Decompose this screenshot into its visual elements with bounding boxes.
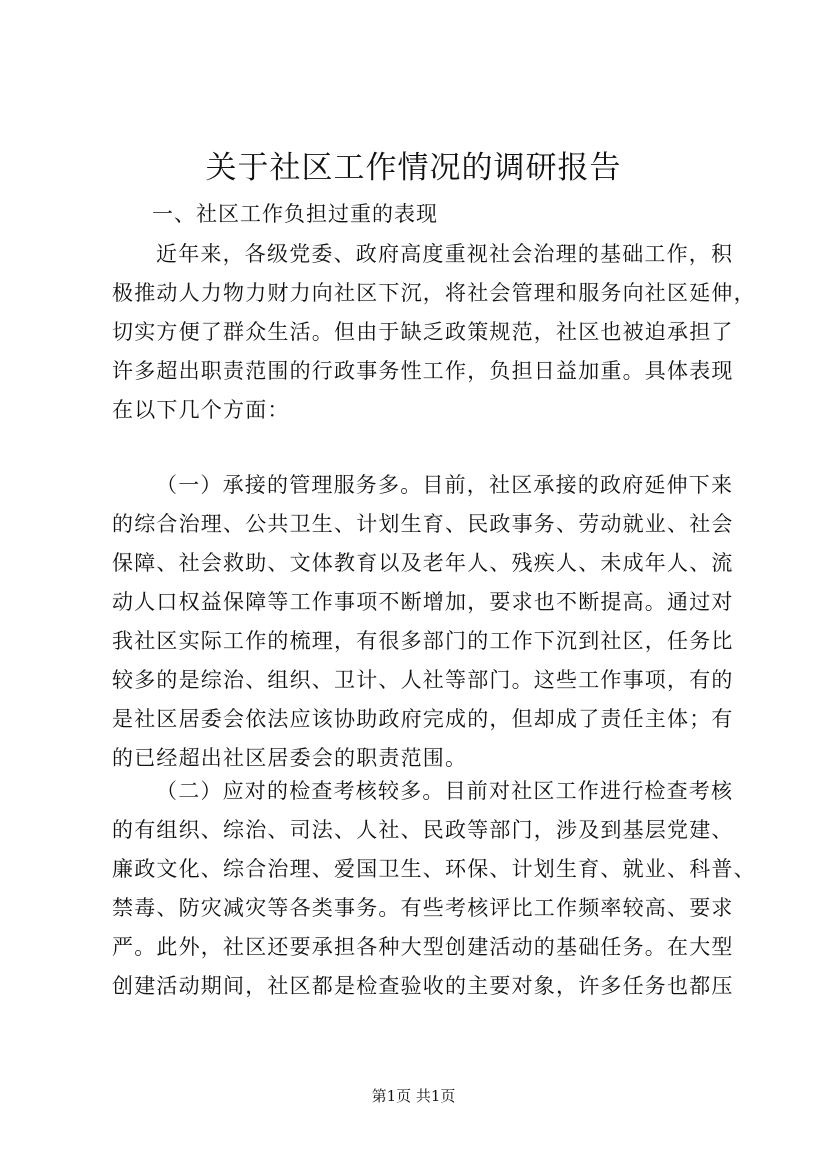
paragraph-line: 的有组织、综治、司法、人社、民政等部门，涉及到基层党建、 [112,818,734,842]
paragraph-line: 较多的是综治、组织、卫计、人社等部门。这些工作事项，有的 [112,668,734,692]
paragraph-1 [112,235,756,430]
document-title: 关于社区工作情况的调研报告 [205,150,622,186]
paragraph-line: （一）承接的管理服务多。目前，社区承接的政府延伸下来 [156,473,734,497]
paragraph-line: 切实方便了群众生活。但由于缺乏政策规范，社区也被迫承担了 [112,320,734,344]
paragraph-line: 保障、社会救助、文体教育以及老年人、残疾人、未成年人、流 [112,551,734,575]
paragraph-line: 创建活动期间，社区都是检查验收的主要对象，许多任务也都压 [112,974,734,998]
section-heading: 一、社区工作负担过重的表现 [152,202,438,226]
paragraph-line: 严。此外，社区还要承担各种大型创建活动的基础任务。在大型 [112,935,734,959]
paragraph-line: 在以下几个方面： [112,398,290,422]
paragraph-line: 动人口权益保障等工作事项不断增加，要求也不断提高。通过对 [112,590,734,614]
paragraph-line: （二）应对的检查考核较多。目前对社区工作进行检查考核 [156,779,734,803]
paragraph-line: 的综合治理、公共卫生、计划生育、民政事务、劳动就业、社会 [112,512,734,536]
paragraph-line: 许多超出职责范围的行政事务性工作，负担日益加重。具体表现 [112,359,734,383]
paragraph-line: 廉政文化、综合治理、爱国卫生、环保、计划生育、就业、科普、 [112,857,756,881]
paragraph-line: 我社区实际工作的梳理，有很多部门的工作下沉到社区，任务比 [112,629,734,653]
paragraph-line: 的已经超出社区居委会的职责范围。 [112,746,468,770]
paragraph-line: 是社区居委会依法应该协助政府完成的，但却成了责任主体；有 [112,707,734,731]
paragraph-3 [112,772,756,1006]
paragraph-2 [112,466,732,778]
page-footer: 第1页 共1页 [371,1087,456,1105]
paragraph-line: 近年来，各级党委、政府高度重视社会治理的基础工作，积 [156,242,734,266]
paragraph-line: 极推动人力物力财力向社区下沉，将社会管理和服务向社区延伸， [112,281,756,305]
paragraph-line: 禁毒、防灾减灾等各类事务。有些考核评比工作频率较高、要求 [112,896,734,920]
